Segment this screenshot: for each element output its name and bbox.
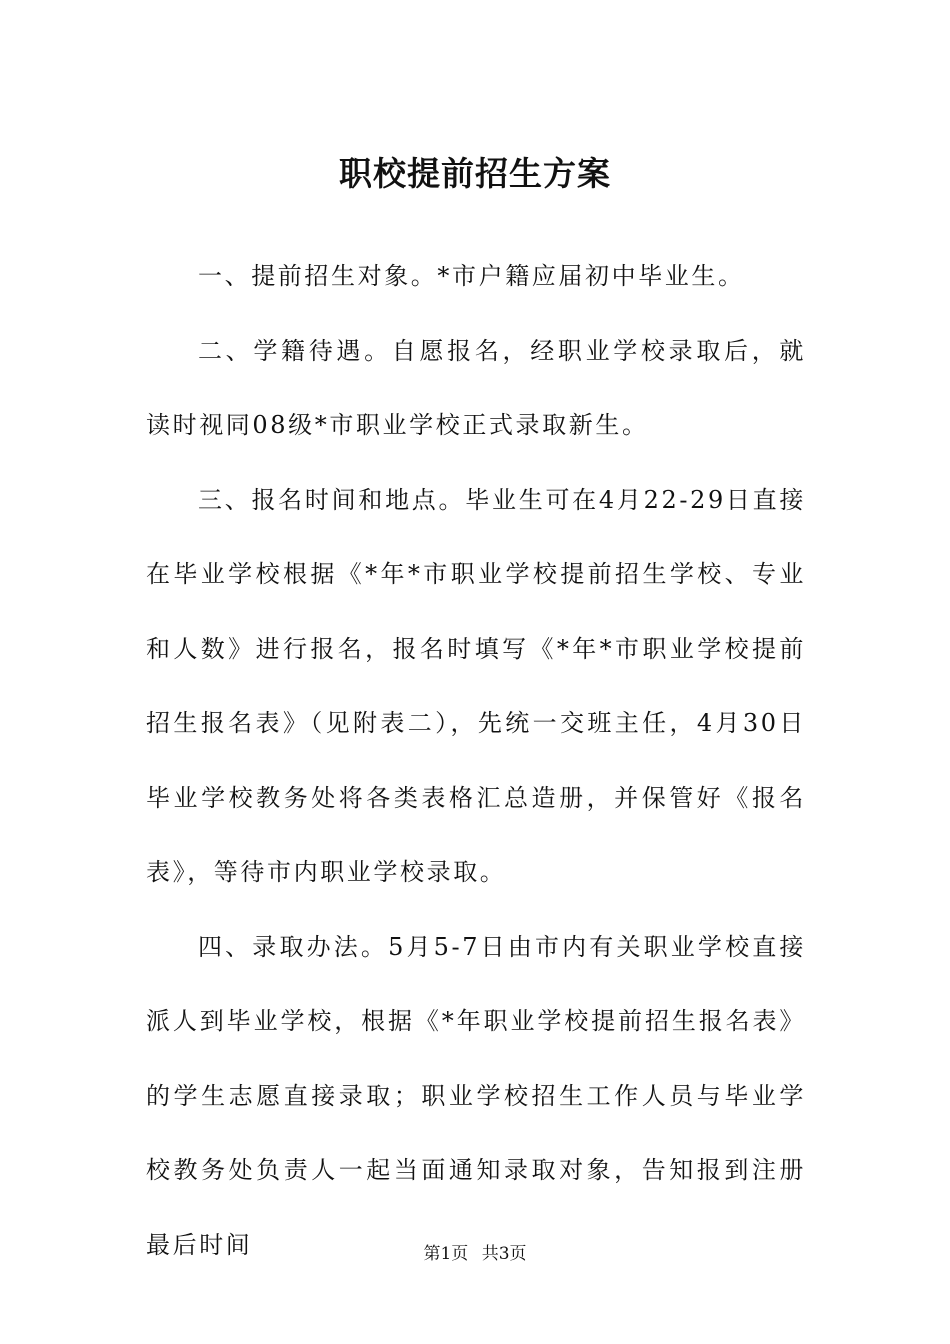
page-total: 共3页 (481, 1244, 527, 1264)
paragraph-1: 一、提前招生对象。*市户籍应届初中毕业生。 (198, 262, 745, 290)
page-footer (0, 1240, 950, 1268)
paragraph-2: 二、学籍待遇。自愿报名，经职业学校录取后，就读时视同08级*市职业学校正式录取新生。 (146, 336, 806, 439)
paragraph-4: 四、录取办法。5月5-7日由市内有关职业学校直接派人到毕业学校，根据《*年职业学校提前招生报名表》的学生志愿直接录取；职业学校招生工作人员与毕业学校教务处负责人一起当面通知录取对象，告知报到注册最后时间 (146, 932, 806, 1259)
page-number: 第1页 (423, 1244, 469, 1264)
page-title: 职校提前招生方案 (339, 154, 611, 194)
document-body (146, 239, 806, 1282)
paragraph-3: 三、报名时间和地点。毕业生可在4月22-29日直接在毕业学校根据《*年*市职业学校提前招生学校、专业和人数》进行报名，报名时填写《*年*市职业学校提前招生报名表》（见附表二），先统一交班主任，4月30日毕业学校教务处将各类表格汇总造册，并保管好《报名表》，等待市内职业学校录取。 (146, 485, 806, 886)
